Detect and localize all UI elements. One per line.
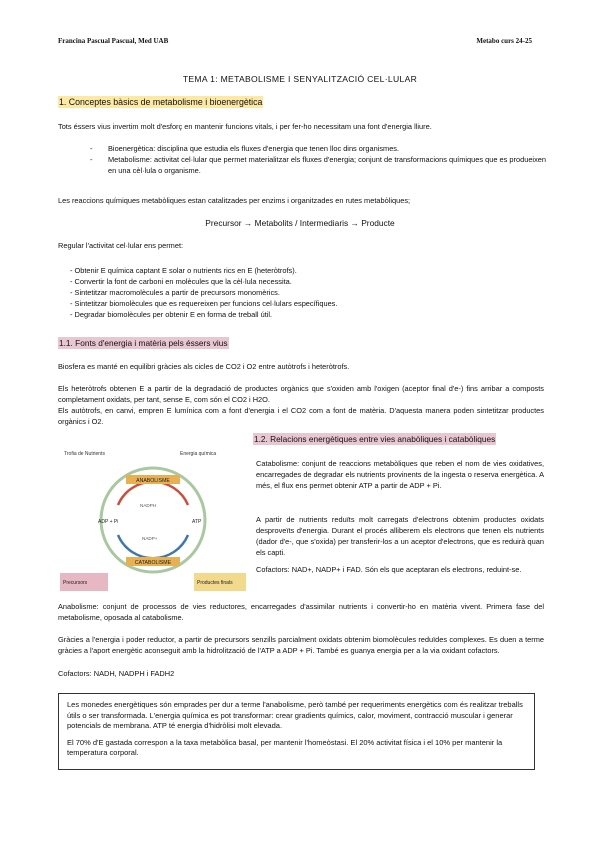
figure-adp: ADP + Pi xyxy=(98,519,119,525)
section11-heading: 1.1. Fonts d'energia i matèria pels éssers vius xyxy=(59,338,228,348)
energy-currency-box xyxy=(58,693,535,770)
def-marker-1: - xyxy=(90,144,93,153)
anabolism-arrow xyxy=(118,482,188,505)
figure-label-top-left: Trofia de Nutrients xyxy=(64,451,105,457)
anabolism-text: Anabolisme: conjunt de processos de vies reductores, encarregades d'assimilar nutrients i convertir-ho en matèria vivent. Primera fase del metabolisme, oposada al catabolisme. xyxy=(58,602,544,622)
header-author: Francina Pascual Pascual, Med UAB xyxy=(58,37,169,45)
figure-nadph: NADPH xyxy=(140,503,157,508)
figure-nadp: NADP+ xyxy=(142,536,158,541)
cofactors-reduced-text: Cofactors: NADH, NADPH i FADH2 xyxy=(58,669,175,678)
figure-anabolism: ANABOLISME xyxy=(136,478,170,484)
metabolism-cycle-figure xyxy=(58,445,248,595)
page-title: TEMA 1: METABOLISME I SENYALITZACIÓ CEL·LULAR xyxy=(182,74,418,84)
list-item: - Degradar biomolècules per obtenir E en forma de treball útil. xyxy=(70,310,273,319)
list-item: - Sintetitzar macromolècules a partir de precursors monomèrics. xyxy=(70,288,280,297)
autotrophs-text: Els autòtrofs, en canvi, empren E lumínica com a font d'energia i el CO2 com a font de matèria. D'aquesta manera poden sintetitzar productes orgànics i O2. xyxy=(58,406,544,426)
list-item: - Convertir la font de carboni en molècules que la cèl·lula necessita. xyxy=(70,277,292,286)
box-paragraph-2: El 70% d'E gastada correspon a la taxa metabòlica basal, per mantenir l'homeòstasi. El 20% activitat física i el 10% per mantenir la temperatura corporal. xyxy=(67,737,503,757)
section1-heading: 1. Conceptes bàsics de metabolisme i bioenergètica xyxy=(59,97,263,107)
header-course: Metabo curs 24-25 xyxy=(476,37,532,45)
biosphere-text: Biosfera es manté en equilibri gràcies als cicles de CO2 i O2 entre autòtrofs i heteròtrofs. xyxy=(58,362,350,371)
reducing-power-text: Gràcies a l'energia i poder reductor, a partir de precursors senzills parcialment oxidats obtenim biomolècules reduïdes complexes. Es duen a terme gràcies a l'aport energètic aconseguit amb la hidrolització de l'ATP a ADP + Pi. També es guanya energia per a la via oxidant cofactors. xyxy=(58,635,544,655)
cofactors-text: Cofactors: NAD+, NADP+ i FAD. Són els que aceptaran els electrons, reduint-se. xyxy=(256,565,522,574)
catabolism-text: Catabolisme: conjunt de reaccions metabòliques que reben el nom de vies oxidatives, encarregades de degradar els nutrients provinents de la ingesta o reserva energètica. A més, el flux ens permet obtenir ATP a partir de ADP + Pi. xyxy=(256,459,544,490)
regulate-text: Regular l'activitat cel·lular ens permet: xyxy=(58,241,184,250)
figure-final-products: Productes finals xyxy=(197,580,233,586)
figure-catabolism: CATABOLISME xyxy=(134,560,172,566)
reactions-text: Les reaccions químiques metabòliques estan catalitzades per enzims i organitzades en rutes metabòliques; xyxy=(58,196,411,205)
list-item: - Obtenir E química captant E solar o nutrients rics en E (heteròtrofs). xyxy=(70,266,297,275)
intro-text: Tots éssers vius invertim molt d'esforç en mantenir funcions vitals, i per fer-ho necessitam una font d'energia lliure. xyxy=(58,122,432,131)
def-marker-2: - xyxy=(90,155,93,164)
figure-label-top-right: Energia química xyxy=(180,451,217,457)
heterotrophs-text: Els heteròtrofs obtenen E a partir de la degradació de productes orgànics que s'oxiden amb l'oxigen (aceptor final d'e-) fins arribar a composts completament oxidats, per tant, sense E, com són el CO2 i H2O. xyxy=(58,384,544,404)
box-paragraph-1: Les monedes energètiques són emprades per dur a terme l'anabolisme, però també per requeriments energètics com és realitzar treballs útils o ser transformada. L'energia química es pot transformar: crear gradients químics, calor, moviment, contracció muscular i generar potencials de membrana. ATP té energia d'hidròlisi molt elevada. xyxy=(67,700,523,730)
metabolic-flow: Precursor → Metabolits / Intermediaris → Producte xyxy=(205,218,395,228)
figure-atp: ATP xyxy=(192,519,202,525)
def-bioenergetica: Bioenergètica: disciplina que estudia els fluxes d'energia que tenen lloc dins organismes. xyxy=(108,144,400,153)
def-metabolisme: Metabolisme: activitat cel·lular que permet materialitzar els fluxes d'energia; conjunt de transformacions químiques que es produeixen en una cèl·lula o organisme. xyxy=(108,155,546,175)
nutrients-text: A partir de nutrients reduïts molt carregats d'electrons obtenim productes oxidats desproveïts d'energia. Durant el procés alliberem els electrons que tenen els nutrients (dador d'e-, que s'oxida) per transferir-los a un aceptor d'electrons, que es reduirà quan els capti. xyxy=(256,515,544,557)
section12-heading: 1.2. Relacions energètiques entre vies anabòliques i catabòliques xyxy=(254,434,496,444)
figure-precursors: Precursors xyxy=(63,580,88,586)
list-item: - Sintetitzar biomolècules que es requereixen per funcions cel·lulars específiques. xyxy=(70,299,338,308)
